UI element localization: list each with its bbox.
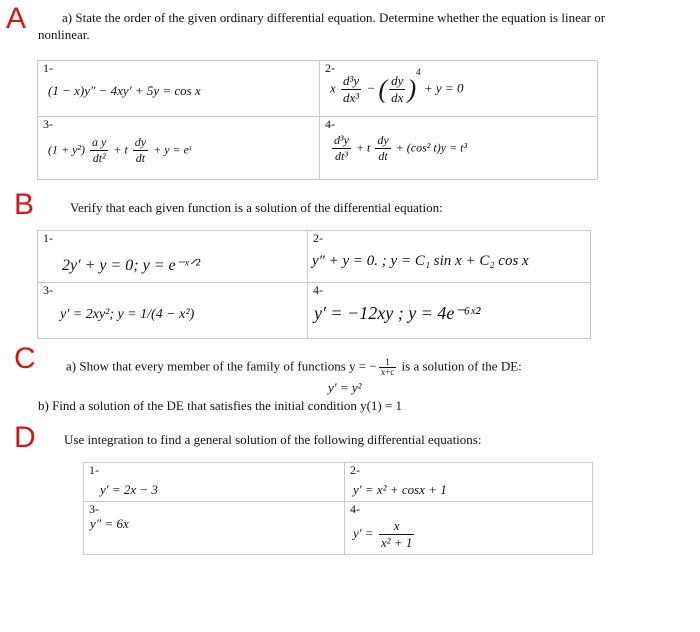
fraction: $\frac{\text{a y}}{\text{dt²}}$ (92, 135, 107, 165)
item-number: 3- (43, 283, 53, 297)
eq-tail: + y = 0 (423, 80, 464, 96)
section-a-prompt-line2: nonlinear. (38, 27, 90, 42)
item-number: 4- (325, 117, 335, 131)
section-a-cell-1 (37, 60, 320, 117)
fraction: $\frac{dy}{dt}$ (377, 133, 389, 163)
eq-operator: − (366, 80, 376, 96)
section-c-letter: C (14, 342, 36, 375)
equation: $\frac{\text{d³y}}{\text{dt³}}$ + t $\frac{dy}{dt}$ + (cos² t)y = t³ (334, 133, 468, 163)
item-number: 3- (89, 502, 99, 516)
section-a-cell-2 (319, 60, 598, 117)
eq-lead: x (330, 80, 336, 96)
equation: (1 + y²) $\frac{\text{a y}}{\text{dt²}}$ + t $\frac{dy}{dt}$ + y = eᵗ (48, 135, 191, 165)
equation: y′ = −12xy ; y = 4e⁻⁶ˣ² (314, 303, 481, 323)
fraction: $\frac{\text{d³y}}{\text{dt³}}$ (334, 133, 349, 163)
equation: (1 − x)y″ − 4xy′ + 5y = cos x (48, 83, 201, 98)
fraction: $\frac{1}{x+c}$ (380, 357, 395, 377)
section-d-cell-3 (83, 501, 345, 555)
fraction: $\frac{dy}{dt}$ (134, 135, 147, 165)
section-b-prompt: Verify that each given function is a solution of the differential equation: (70, 200, 443, 215)
section-a-letter: A (6, 2, 27, 35)
power: 4 (416, 67, 421, 78)
item-number: 4- (313, 283, 323, 297)
item-number: 4- (350, 502, 360, 516)
item-number: 1- (43, 231, 53, 245)
section-a-cell-3 (37, 116, 320, 180)
fraction: $\frac{x}{\text{x² + 1}}$ (380, 518, 413, 550)
item-number: 2- (325, 61, 335, 75)
section-d-cell-4 (344, 501, 593, 555)
section-d-cell-1 (83, 462, 345, 502)
section-a-cell-4 (319, 116, 598, 180)
equation: y′ = 2xy²; y = 1/(4 − x²) (60, 307, 195, 322)
item-number: 1- (89, 463, 99, 477)
section-d-cell-2 (344, 462, 593, 502)
section-a-prompt-line1: a) State the order of the given ordinary differential equation. Determine whether the equation is linear or (62, 10, 606, 25)
item-number: 2- (350, 463, 360, 477)
section-c-line2: y′ = y² (328, 380, 362, 395)
equation: y′ = $\frac{x}{\text{x² + 1}}$ (353, 518, 413, 550)
item-number: 2- (313, 231, 323, 245)
section-b-cell-4 (307, 282, 591, 339)
section-d-letter: D (14, 421, 36, 454)
section-b-letter: B (14, 188, 35, 221)
section-b-cell-3 (37, 282, 308, 339)
item-number: 3- (43, 117, 53, 131)
section-b-cell-2 (307, 230, 591, 283)
fraction: $\frac{dy}{dx}$ (391, 73, 404, 105)
equation: y′ = x² + cosx + 1 (353, 482, 447, 497)
section-c-line1: a) Show that every member of the family of functions y = − $\frac{1}{x+c}$ is a solution of the DE: (66, 357, 522, 377)
equation: 2y′ + y = 0; y = e⁻ˣᐟ² (62, 257, 201, 274)
item-number: 1- (43, 61, 53, 75)
section-b-cell-1 (37, 230, 308, 283)
equation: y″ = 6x (90, 516, 129, 531)
equation: x $\frac{\text{d³y}}{\text{dx³}}$ − ( $\frac{dy}{dx}$ )$^4$ + y = 0 (330, 67, 464, 105)
section-d-prompt: Use integration to find a general solution of the following differential equations: (64, 432, 482, 447)
equation: y′ = 2x − 3 (100, 482, 158, 497)
section-c-line3: b) Find a solution of the DE that satisfies the initial condition y(1) = 1 (38, 398, 403, 413)
equation: y″ + y = 0. ; y = C₁ sin x + C₂ cos x (312, 253, 529, 269)
fraction: $\frac{\text{d³y}}{\text{dx³}}$ (343, 73, 360, 105)
